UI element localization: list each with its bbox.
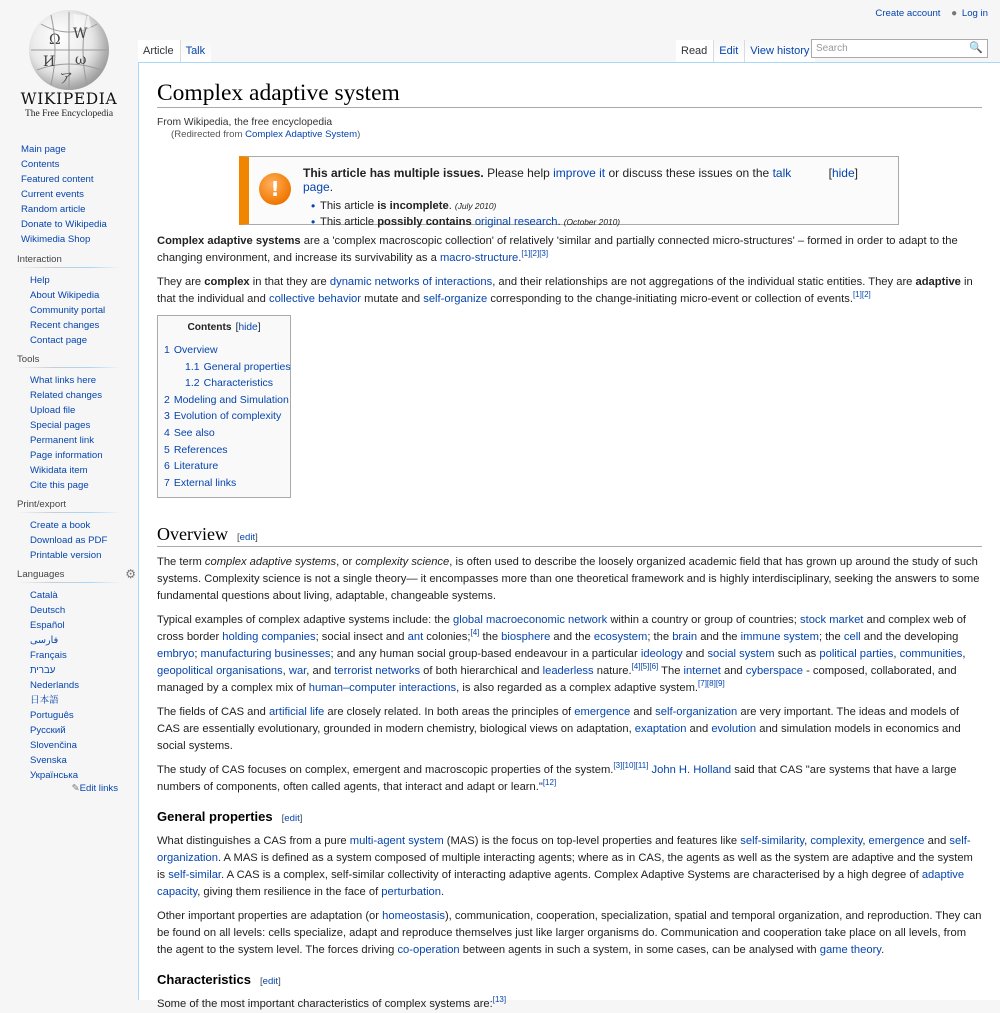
toc-item[interactable]: 2 Modeling and Simulation (164, 393, 289, 406)
toc-item[interactable]: 5 References (164, 443, 228, 456)
wiki-link[interactable]: communities (899, 648, 963, 661)
sidebar-heading-print: Print/export (17, 499, 121, 514)
create-account-link[interactable]: Create account (875, 8, 941, 19)
toc-title: Contents (187, 322, 232, 333)
sidebar-item-language-4[interactable]: Français (30, 650, 67, 661)
sidebar-item-print-1[interactable]: Download as PDF (30, 535, 108, 546)
sidebar-item-main-5[interactable]: Donate to Wikipedia (21, 219, 107, 230)
redirect-notice: (Redirected from Complex Adaptive System) (171, 129, 361, 140)
sidebar (0, 138, 138, 797)
sidebar-item-tools-4[interactable]: Permanent link (30, 435, 94, 446)
wiki-link[interactable]: emergence (574, 706, 631, 719)
login-link[interactable]: Log in (961, 8, 988, 19)
body-paragraph: What distinguishes a CAS from a pure multi-agent system (MAS) is the focus on top-level properties and features like self-similarity, complexity, emergence and self-organization. A MAS is defined as a system composed of multiple interacting agents; where as in CAS, the agents as well as the system are adaptive and the system is self-similar. A CAS is a complex, self-similar collectivity of interacting adaptive agents. Complex Adaptive Systems are characterised by a high degree of adaptive capacity, giving them resilience in the face of perturbation. (157, 835, 973, 899)
toc-item[interactable]: 4 See also (164, 426, 215, 439)
sidebar-item-main-1[interactable]: Contents (21, 159, 60, 170)
wiki-link[interactable]: embryo (157, 648, 195, 661)
sidebar-item-tools-5[interactable]: Page information (30, 450, 103, 461)
tab-view-history[interactable]: View history (744, 40, 815, 62)
sidebar-item-language-10[interactable]: Slovenčina (30, 740, 77, 751)
wiki-link[interactable]: perturbation (381, 886, 442, 899)
wiki-link[interactable]: dynamic networks of interactions (329, 276, 493, 288)
body-paragraph: The term complex adaptive systems, or complexity science, is often used to describe the loosely organized academic field that has grown up around the study of such systems. Complexity science is not a single theory— it encompasses more than one theoretical framework and is highly interdisciplinary, seeking the answers to some fundamental questions about living, adaptable, changeable systems. (157, 556, 980, 603)
warning-icon: ! (259, 173, 291, 205)
sidebar-item-print-2[interactable]: Printable version (30, 550, 102, 561)
gear-icon[interactable]: ⚙ (125, 567, 136, 581)
sidebar-item-language-5[interactable]: עברית (30, 665, 56, 676)
wiki-link[interactable]: biosphere (501, 631, 551, 644)
wiki-link[interactable]: ecosystem (593, 631, 648, 644)
puzzle-globe-icon: Ω W И ω ア (29, 10, 109, 90)
wiki-link[interactable]: ant (407, 631, 424, 644)
wiki-link[interactable]: self-similarity (740, 835, 805, 848)
toc-item[interactable]: 7 External links (164, 476, 237, 489)
wiki-link[interactable]: self-similar (168, 869, 222, 882)
wiki-link[interactable]: stock market (800, 614, 864, 627)
sidebar-item-tools-6[interactable]: Wikidata item (30, 465, 88, 476)
sidebar-item-interaction-4[interactable]: Contact page (30, 335, 88, 346)
wiki-link[interactable]: homeostasis (382, 910, 445, 923)
wiki-link[interactable]: collective behavior (268, 293, 362, 305)
body-paragraph: The fields of CAS and artificial life are closely related. In both areas the principles of emergence and self-organization are very important. The ideas and models of CAS are essentially evolutionary, grounded in modern chemistry, biological views on adaptation, exaptation and evolution and simulation models in economics and social systems. (157, 706, 961, 753)
edit-section-link[interactable]: edit (262, 976, 279, 988)
sidebar-item-language-0[interactable]: Català (30, 590, 58, 601)
wiki-link[interactable]: ideology (640, 648, 683, 661)
sidebar-item-main-6[interactable]: Wikimedia Shop (21, 234, 91, 245)
sidebar-item-main-3[interactable]: Current events (21, 189, 84, 200)
hide-toggle[interactable]: [hide] (828, 166, 858, 180)
sidebar-item-main-4[interactable]: Random article (21, 204, 86, 215)
wiki-link[interactable]: brain (672, 631, 698, 644)
wiki-link[interactable]: self-organization (655, 706, 738, 719)
wiki-link[interactable]: evolution (711, 723, 757, 736)
sidebar-item-language-11[interactable]: Svenska (30, 755, 67, 766)
sidebar-item-language-12[interactable]: Українська (30, 770, 79, 781)
section-heading-characteristics: Characteristics [edit] (157, 972, 281, 988)
wiki-link[interactable]: holding companies (222, 631, 316, 644)
content (138, 62, 1000, 1011)
sidebar-heading-languages: Languages ⚙ (17, 569, 121, 584)
citation-link[interactable]: [7][8][9] (698, 679, 725, 689)
page-title: Complex adaptive system (157, 79, 982, 108)
citation-link[interactable]: [12] (542, 778, 557, 788)
tab-article[interactable]: Article (138, 40, 180, 62)
sidebar-item-tools-1[interactable]: Related changes (30, 390, 103, 401)
sidebar-item-tools-0[interactable]: What links here (30, 375, 97, 386)
toc-item[interactable]: 1 Overview (164, 344, 218, 356)
wiki-link[interactable]: cyberspace (745, 665, 803, 678)
wiki-link[interactable]: self-organization (157, 835, 971, 865)
edit-links[interactable]: ✎Edit links (71, 783, 118, 794)
pencil-icon: ✎ (71, 783, 80, 794)
improve-link[interactable]: improve it (553, 166, 606, 180)
intro-paragraph: They are complex in that they are dynamic networks of interactions, and their relationships are not aggregations of the individual static entities. They are adaptive in that the individual and collective behavior mutate and self-organize corresponding to the change-initiating micro-event or collection of events.[1][2] (157, 276, 973, 305)
body-paragraph: Some of the most important characteristics of complex systems are:[13] (157, 995, 507, 1011)
logo-wordmark: WIKIPEDIA (20, 90, 118, 108)
body-paragraph: The study of CAS focuses on complex, emergent and macroscopic properties of the system.[3][10][11] John H. Holland said that CAS "are systems that have a large numbers of components, often called agents, that interact and adapt or learn."[12] (157, 761, 957, 794)
wiki-link[interactable]: adaptive capacity (157, 869, 965, 899)
citation-link[interactable]: [4] (470, 628, 480, 638)
section-heading-overview: Overview [edit] (157, 522, 982, 547)
edit-section-link[interactable]: edit (284, 813, 300, 825)
sidebar-item-language-7[interactable]: 日本語 (30, 695, 59, 706)
wiki-link[interactable]: manufacturing businesses (200, 648, 331, 661)
wiki-link[interactable]: leaderless (542, 665, 594, 678)
wiki-link[interactable]: political parties (819, 648, 894, 661)
talk-page-link[interactable]: talk page (303, 166, 792, 194)
wiki-link[interactable]: terrorist networks (334, 665, 421, 678)
wiki-link[interactable]: global macroeconomic network (453, 614, 608, 627)
edit-section-link[interactable]: edit (239, 532, 256, 544)
sidebar-item-main-0[interactable]: Main page (21, 144, 66, 155)
wiki-link[interactable]: human–computer interactions (308, 682, 457, 695)
sidebar-item-main-2[interactable]: Featured content (21, 174, 94, 185)
wiki-link[interactable]: cell (843, 631, 861, 644)
search-placeholder: Search (816, 43, 848, 54)
sidebar-item-interaction-1[interactable]: About Wikipedia (30, 290, 100, 301)
sidebar-item-print-0[interactable]: Create a book (30, 520, 91, 531)
wiki-link[interactable]: immune system (740, 631, 819, 644)
wiki-link[interactable]: game theory (819, 944, 882, 957)
sidebar-item-tools-7[interactable]: Cite this page (30, 480, 89, 491)
logo-tagline: The Free Encyclopedia (24, 109, 114, 119)
section-heading-general-properties: General properties [edit] (157, 809, 303, 825)
wiki-link[interactable]: co-operation (397, 944, 460, 957)
issue-item: • This article is incomplete. (July 2010) (303, 198, 823, 214)
citation-link[interactable]: [1][2][3] (521, 249, 549, 258)
wiki-link[interactable]: complexity (810, 835, 863, 848)
intro-paragraph: Complex adaptive systems are a 'complex macroscopic collection' of relatively 'similar and partially connected micro-structures' – formed in order to adapt to the changing environment, and increase its survivability as a macro-structure.[1][2][3] (157, 235, 958, 264)
toc-item[interactable]: 1.2 Characteristics (185, 377, 274, 390)
sidebar-heading-tools: Tools (17, 354, 121, 369)
site-subtitle: From Wikipedia, the free encyclopedia (157, 117, 333, 128)
sidebar-item-interaction-3[interactable]: Recent changes (30, 320, 100, 331)
wiki-link[interactable]: social system (707, 648, 775, 661)
sidebar-item-language-2[interactable]: Español (30, 620, 65, 631)
citation-link[interactable]: [4][5][6] (631, 662, 659, 672)
issue-item: • This article possibly contains original research. (October 2010) (303, 214, 823, 230)
sidebar-item-language-8[interactable]: Português (30, 710, 74, 721)
toc-hide-toggle[interactable]: [hide] (235, 322, 261, 333)
toc-item[interactable]: 3 Evolution of complexity (164, 410, 282, 423)
body-paragraph: Typical examples of complex adaptive systems include: the global macroeconomic network within a country or group of countries; stock market and complex web of cross border holding companies; social insect and ant colonies;[4] the biosphere and the ecosystem; the brain and the immune system; the cell and the developing embryo; manufacturing businesses; and any human social group-based endeavour in a particular ideology and social system such as political parties, communities, geopolitical organisations, war, and terrorist networks of both hierarchical and leaderless nature.[4][5][6] The internet and cyberspace - composed, collaborated, and managed by a complex mix of human–computer interactions, is also regarded as a complex adaptive system.[7][8][9] (157, 614, 967, 695)
wiki-link[interactable]: artificial life (268, 706, 325, 719)
wiki-link[interactable]: exaptation (634, 723, 687, 736)
sidebar-item-language-9[interactable]: Русский (30, 725, 66, 736)
tab-edit[interactable]: Edit (713, 40, 744, 62)
toc-item[interactable]: 6 Literature (164, 460, 219, 473)
search-icon[interactable]: 🔍 (969, 42, 983, 54)
wikipedia-logo[interactable] (0, 0, 138, 128)
sidebar-languages (17, 569, 138, 783)
wiki-link[interactable]: self-organize (423, 293, 488, 305)
sidebar-navigation (17, 138, 138, 247)
toc-item[interactable]: 1.1 General properties (185, 360, 291, 373)
wiki-link[interactable]: macro-structure (439, 252, 519, 264)
sidebar-item-tools-3[interactable]: Special pages (30, 420, 91, 431)
sidebar-heading-interaction: Interaction (17, 254, 121, 269)
namespace-tabs (138, 40, 211, 62)
user-icon: ● (951, 8, 958, 19)
citation-link[interactable]: [1][2] (852, 290, 871, 299)
citation-link[interactable]: [3][10][11] (613, 761, 649, 771)
wiki-link[interactable]: multi-agent system (349, 835, 444, 848)
search-input[interactable] (811, 39, 988, 58)
wiki-link[interactable]: geopolitical organisations (157, 665, 283, 678)
personal-tools (869, 8, 988, 19)
tab-read[interactable]: Read (676, 40, 713, 62)
multiple-issues-box: ! This article has multiple issues. Please help improve it or discuss these issues on the talk page. • This article is incomplete. (July 2010) • This article possibly contains original research. (October 2010) [hide] (239, 156, 899, 225)
view-tabs (676, 40, 815, 62)
sidebar-item-interaction-2[interactable]: Community portal (30, 305, 106, 316)
redirect-link[interactable]: Complex Adaptive System (245, 129, 358, 140)
wiki-link[interactable]: war (288, 665, 307, 678)
table-of-contents (157, 315, 291, 498)
tab-talk[interactable]: Talk (180, 40, 212, 62)
sidebar-item-interaction-0[interactable]: Help (30, 275, 50, 286)
sidebar-item-language-6[interactable]: Nederlands (30, 680, 80, 691)
sidebar-item-tools-2[interactable]: Upload file (30, 405, 76, 416)
wiki-link[interactable]: emergence (868, 835, 925, 848)
citation-link[interactable]: [13] (492, 995, 507, 1005)
original-research-link[interactable]: original research (474, 216, 558, 228)
sidebar-interaction (17, 254, 138, 348)
sidebar-item-language-1[interactable]: Deutsch (30, 605, 66, 616)
sidebar-tools (17, 354, 138, 493)
wiki-link[interactable]: John H. Holland (651, 764, 732, 777)
sidebar-print (17, 499, 138, 563)
sidebar-item-language-3[interactable]: فارسی (30, 635, 59, 646)
body-paragraph: Other important properties are adaptation (or homeostasis), communication, cooperation, specialization, spatial and temporal organization, and reproduction. They can be found on all levels: cells specialize, adapt and reproduce themselves just like larger organisms do. Communication and cooperation take place on all levels, from the agent to the system level. The forces driving co-operation between agents in such a system, in some cases, can be analysed with game theory. (157, 910, 982, 957)
wiki-link[interactable]: internet (683, 665, 721, 678)
